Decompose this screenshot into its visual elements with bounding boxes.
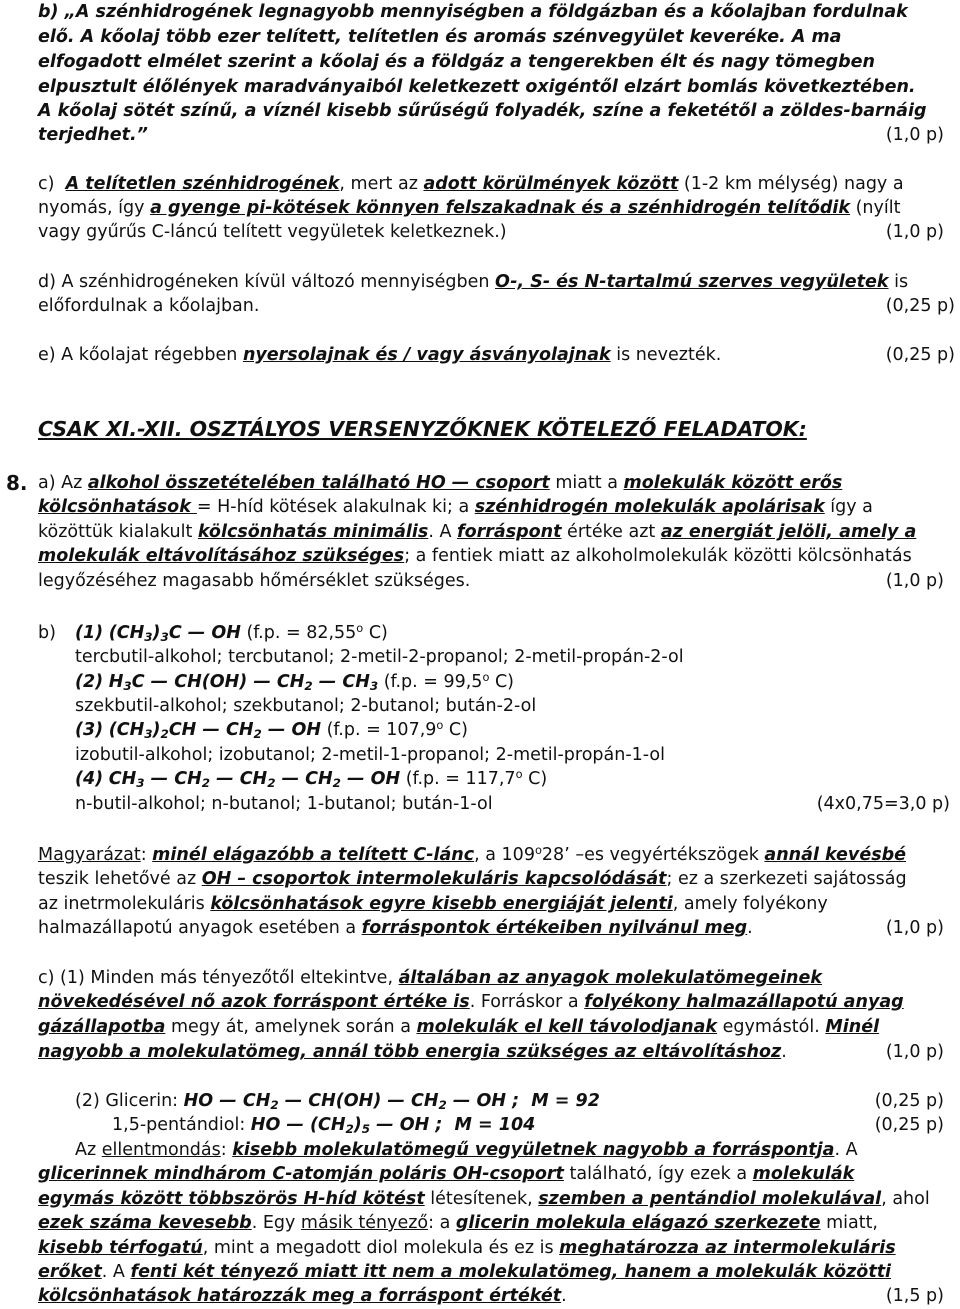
- expl-line-4: halmazállapotú anyagok esetében a forráspontok értékeiben nyilvánul meg.: [38, 918, 753, 938]
- compound-3-names: izobutil-alkohol; izobutanol; 2-metil-1-propanol; 2-metil-propán-1-ol: [75, 745, 665, 765]
- score-e: (0,25 p): [885, 345, 955, 365]
- 8c-line-3: gázállapotba megy át, amelynek során a molekulák el kell távolodjanak egymástól. Minél: [38, 1017, 880, 1037]
- compound-1-names: tercbutil-alkohol; tercbutanol; 2-metil-2-propanol; 2-metil-propán-2-ol: [75, 647, 684, 667]
- score-pentanediol: (0,25 p): [874, 1115, 944, 1135]
- compound-3: (3) $(CH_3)_2CH$ — $CH_2$ — OH (f.p. = $107,9^o$ C): [75, 717, 468, 741]
- pentanediol-formula: 1,5-pentándiol: HO — $(CH_2)_5$ — OH ; M = 104: [112, 1115, 536, 1136]
- 8a-line-3: közöttük kialakult kölcsönhatás minimális. A forráspont értéke azt az energiát jelöli, amely a: [38, 522, 917, 542]
- quote-line-5: A kőolaj sötét színű, a víznél kisebb sűrűségű folyadék, színe a feketétől a zöldes-barnáig: [38, 101, 927, 121]
- c-line-1: c) A telítetlen szénhidrogének, mert az adott körülmények között (1-2 km mélység) nagy a: [38, 174, 904, 194]
- 8a-line-1: a) Az alkohol összetételében található HO — csoport miatt a molekulák között erős: [38, 473, 843, 493]
- 8a-line-5: legyőzéséhez magasabb hőmérséklet szükséges.: [38, 571, 471, 591]
- 8c-line-1: c) (1) Minden más tényezőtől eltekintve, általában az anyagok molekulatömegeinek: [38, 968, 823, 988]
- quote-line-2: elő. A kőolaj több ezer telített, telítetlen és aromás szénvegyület keveréke. A ma: [38, 27, 842, 47]
- 8a-line-2: kölcsönhatások = H-híd kötések alakulnak ki; a szénhidrogén molekulák apolárisak így a: [38, 497, 873, 517]
- score-d: (0,25 p): [885, 296, 955, 316]
- 8b-label: b): [38, 623, 56, 643]
- quote-line-6: terjedhet.”: [38, 125, 148, 145]
- quote-line-4: elpusztult élőlények maradványaiból keletkezett oxigéntől elzárt bomlás következtében.: [38, 77, 916, 97]
- e-line: e) A kőolajat régebben nyersolajnak és / vagy ásványolajnak is nevezték.: [38, 345, 722, 365]
- 8c-line-2: növekedésével nő azok forráspont értéke is. Forráskor a folyékony halmazállapotú anyag: [38, 992, 904, 1012]
- compound-2-names: szekbutil-alkohol; szekbutanol; 2-butanol; bután-2-ol: [75, 696, 537, 716]
- score-8b: (4x0,75=3,0 p): [816, 794, 950, 814]
- compound-1: (1) $(CH_3)_3C$ — OH (f.p. = $82,55^o$ C): [75, 620, 388, 644]
- 8c-n-line-2: egymás között többszörös H-híd kötést létesítenek, szemben a pentándiol molekulával, ahol: [38, 1189, 930, 1209]
- 8c-n-line-5: erőket. A fenti két tényező miatt itt nem a molekulatömeg, hanem a molekulák közötti: [38, 1262, 892, 1282]
- 8c-n-line-3: ezek száma kevesebb. Egy másik tényező: a glicerin molekula elágazó szerkezete miatt,: [38, 1213, 878, 1233]
- 8c-n-line-1: glicerinnek mindhárom C-atomján poláris OH-csoport található, így ezek a molekulák: [38, 1164, 855, 1184]
- 8c-n-line-6: kölcsönhatások határozzák meg a forráspont értékét.: [38, 1286, 567, 1306]
- compound-2: (2) $H_3C$ — CH(OH) — $CH_2$ — $CH_3$ (f.p. = $99,5^o$ C): [75, 669, 514, 693]
- compound-4: (4) $CH_3$ — $CH_2$ — $CH_2$ — $CH_2$ — OH (f.p. = $117,7^o$ C): [75, 766, 548, 790]
- contradiction-line: Az ellentmondás: kisebb molekulatömegű vegyületnek nagyobb a forráspontja. A: [75, 1140, 858, 1160]
- expl-line-3: az inetrmolekuláris kölcsönhatások egyre kisebb energiáját jelenti, amely folyékony: [38, 894, 828, 914]
- 8c-n-line-4: kisebb térfogatú, mint a megadott diol molekula és ez is meghatározza az intermolekuláris: [38, 1238, 896, 1258]
- score-c: (1,0 p): [885, 222, 944, 242]
- score-expl: (1,0 p): [885, 918, 944, 938]
- score-8c1: (1,0 p): [885, 1042, 944, 1062]
- 8c-line-4: nagyobb a molekulatömeg, annál több energia szükséges az eltávolításhoz.: [38, 1042, 787, 1062]
- score-glycerin: (0,25 p): [874, 1091, 944, 1111]
- c-line-3: vagy gyűrűs C-láncú telített vegyületek keletkeznek.): [38, 222, 507, 242]
- score-b: (1,0 p): [885, 125, 944, 145]
- d-line-2: előfordulnak a kőolajban.: [38, 296, 260, 316]
- score-8c2: (1,5 p): [885, 1286, 944, 1306]
- 8a-line-4: molekulák eltávolításához szükséges; a fentiek miatt az alkoholmolekulák közötti kölcsönhatás: [38, 546, 912, 566]
- section-heading: CSAK XI.-XII. OSZTÁLYOS VERSENYZŐKNEK KÖTELEZŐ FELADATOK:: [38, 417, 807, 441]
- compound-4-names: n-butil-alkohol; n-butanol; 1-butanol; bután-1-ol: [75, 794, 493, 814]
- expl-line-2: teszik lehetővé az OH – csoportok intermolekuláris kapcsolódását; ez a szerkezeti sajátosság: [38, 869, 907, 889]
- quote-line-3: elfogadott elmélet szerint a kőolaj és a földgáz a tengerekben élt és nagy tömegben: [38, 52, 876, 72]
- quote-line-1: b) „A szénhidrogének legnagyobb mennyiségben a földgázban és a kőolajban fordulnak: [38, 2, 908, 22]
- glycerin-formula: (2) Glicerin: HO — $CH_2$ — CH(OH) — $CH_2$ — OH ; M = 92: [75, 1091, 600, 1112]
- expl-line-1: Magyarázat: minél elágazóbb a telített C-lánc, a 109$^o$28’ –es vegyértékszögek annál kevésbé: [38, 842, 907, 865]
- score-8a: (1,0 p): [885, 571, 944, 591]
- d-line-1: d) A szénhidrogéneken kívül változó mennyiségben O-, S- és N-tartalmú szerves vegyületek is: [38, 272, 909, 292]
- question-number: 8.: [6, 471, 28, 495]
- c-line-2: nyomás, így a gyenge pi-kötések könnyen felszakadnak és a szénhidrogén telítődik (nyílt: [38, 198, 901, 218]
